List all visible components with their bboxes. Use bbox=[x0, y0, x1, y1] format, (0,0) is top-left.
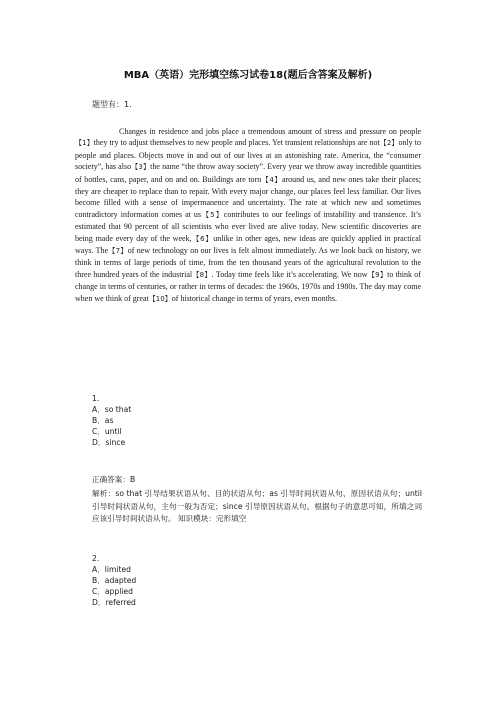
blank-1[interactable]: 【1】 bbox=[75, 139, 94, 148]
question-number: 2. bbox=[92, 554, 100, 563]
option-a[interactable]: A．limited bbox=[92, 565, 131, 574]
question-1 bbox=[92, 393, 131, 448]
passage-text: contributes to our feelings of instability and transience. It’s estimated that 90 percent of all scientists who ever lived are alive today. New scientific discoveries are being made every day of the week, bbox=[75, 209, 421, 243]
question-2 bbox=[92, 553, 136, 608]
option-a[interactable]: A．so that bbox=[92, 405, 132, 414]
passage bbox=[75, 126, 421, 305]
option-d[interactable]: D．referred bbox=[92, 598, 136, 607]
blank-10[interactable]: 【10】 bbox=[148, 294, 172, 303]
blank-2[interactable]: 【2】 bbox=[379, 139, 399, 148]
passage-text: they try to adjust themselves to new people and places. Yet transient relationships are not bbox=[93, 138, 380, 148]
option-c[interactable]: C．until bbox=[92, 427, 122, 436]
passage-text: of new technology on our lives is felt almost immediately. As we look back on history, we think in terms of large periods of time, from the ten thousand years of the agricultural revolution to the three hundred years of the industrial bbox=[75, 246, 421, 279]
answer-1: 正确答案：B bbox=[92, 475, 136, 484]
blank-9[interactable]: 【9】 bbox=[367, 270, 388, 279]
document-title: MBA（英语）完形填空练习试卷18(题后含答案及解析) bbox=[123, 70, 373, 81]
blank-6[interactable]: 【6】 bbox=[191, 234, 214, 243]
question-type: 题型有：1. bbox=[92, 100, 132, 109]
passage-text: to think of change in terms of centuries, or rather in terms of decades: the 1960s, 1970s and 1980s. The day may come when we think of great bbox=[75, 269, 421, 303]
passage-text: Changes in residence and jobs place a tremendous amount of stress and pressure on people bbox=[119, 127, 421, 136]
option-b[interactable]: B．adapted bbox=[92, 576, 137, 585]
blank-8[interactable]: 【8】 bbox=[192, 270, 212, 279]
question-number: 1. bbox=[92, 394, 100, 403]
passage-text: the name “the throw away society”. Every year we throw away incredible quantities of bottles, cans, paper, and on and on. Buildings are torn bbox=[75, 162, 421, 184]
option-b[interactable]: B．as bbox=[92, 416, 114, 425]
blank-4[interactable]: 【4】 bbox=[261, 175, 282, 184]
blank-3[interactable]: 【3】 bbox=[131, 163, 151, 172]
blank-5[interactable]: 【5】 bbox=[201, 210, 224, 219]
blank-7[interactable]: 【7】 bbox=[108, 247, 128, 256]
passage-text: of historical change in terms of years, even months. bbox=[171, 293, 337, 303]
option-c[interactable]: C．applied bbox=[92, 587, 133, 596]
passage-text: around us, and new ones take their places; they are cheaper to replace than to repair. With every major change, our places feel less familiar. Our lives become filled with a sense of impermanence and uncertainty. The rate at which new and sometimes contradictory information comes at us bbox=[75, 174, 421, 219]
explanation-1: 解析：so that 引导结果状语从句、目的状语从句；as 引导时间状语从句、原因状语从句；until 引导时间状语从句，主句一般为否定；since 引导原因状语从句。根据句子的意思可知，所填之词应该引导时间状语从句。 知识模块：完形填空 bbox=[92, 489, 422, 523]
option-d[interactable]: D．since bbox=[92, 438, 126, 447]
passage-text: unlike in other ages, new ideas are quickly applied in practical ways. The bbox=[75, 233, 421, 256]
passage-text: only to people and places. Objects move in and out of our lives at an astonishing rate. America, the “consumer society”, has also bbox=[75, 138, 421, 172]
passage-text: . Today time feels like it’s accelerating. We now bbox=[211, 269, 368, 279]
